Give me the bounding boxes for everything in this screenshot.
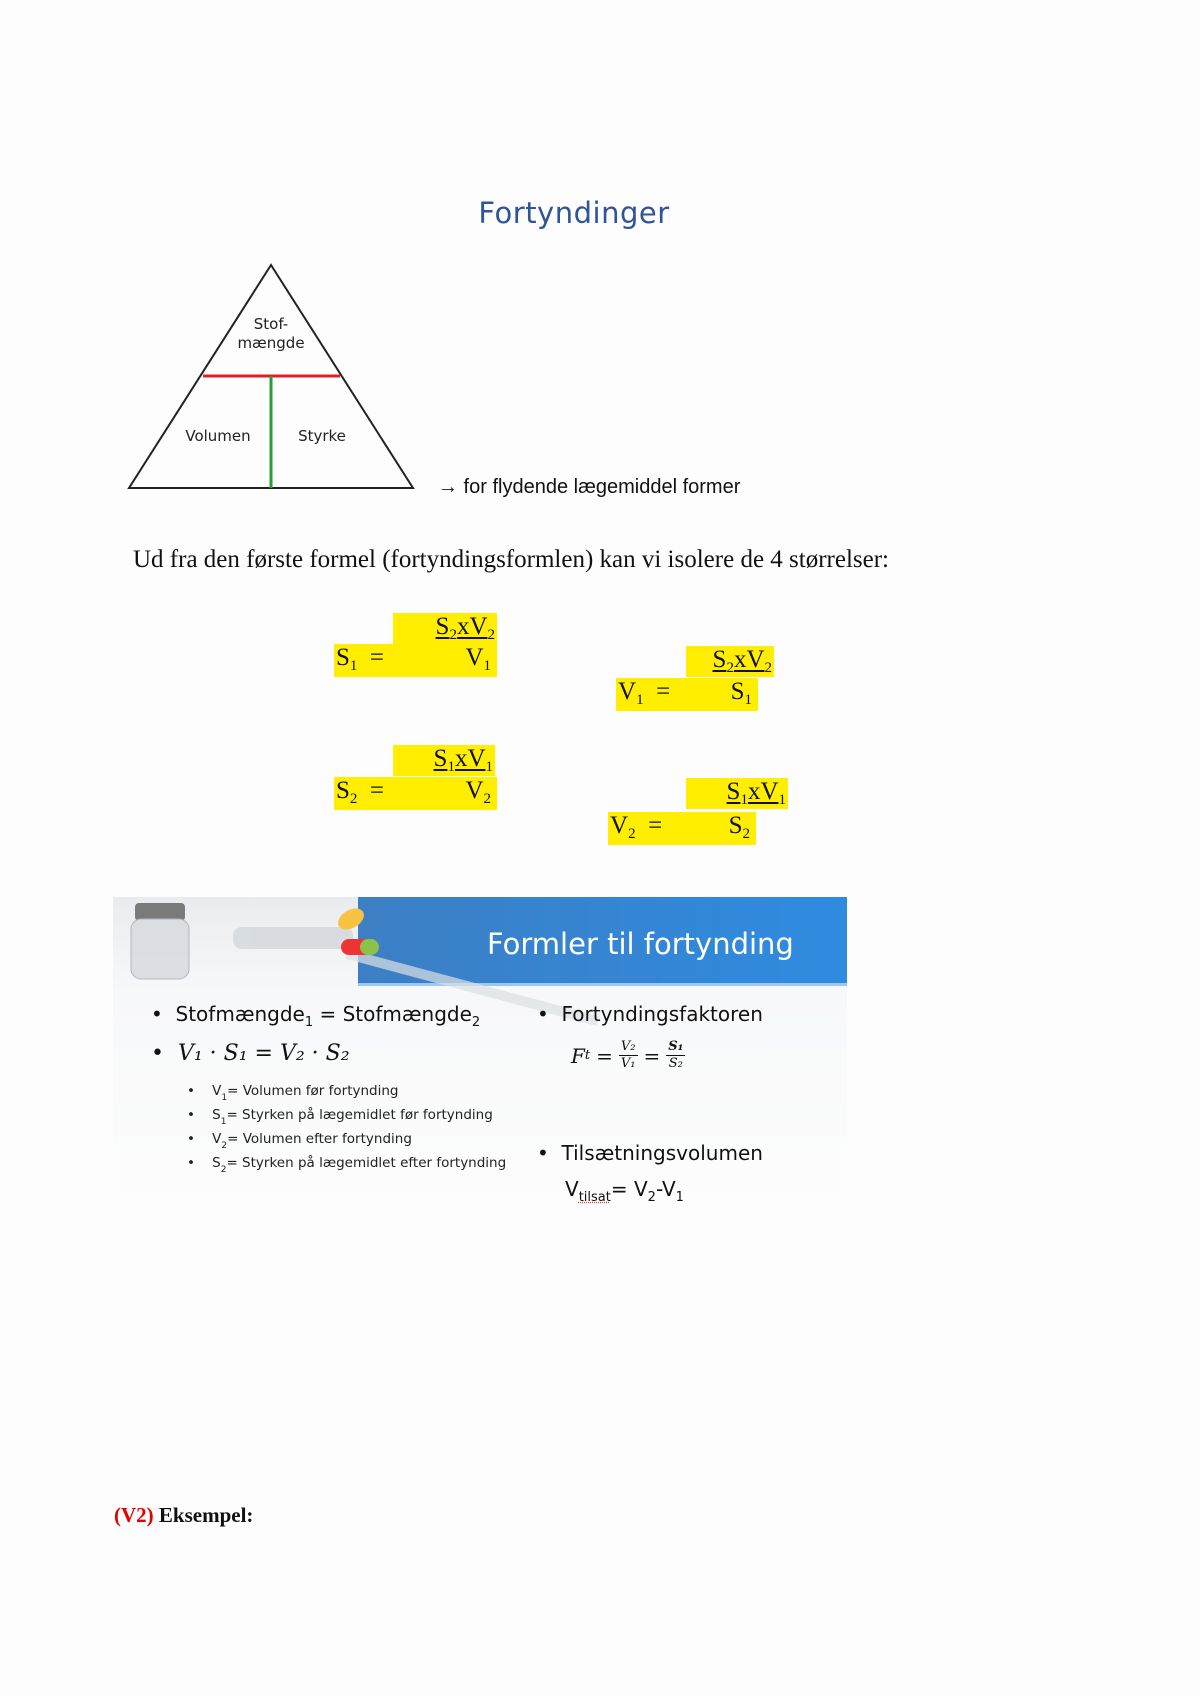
bullet-dot: •: [151, 1002, 176, 1026]
capsule-icon: [341, 939, 379, 955]
slide-bullet-tilsat: • Tilsætningsvolumen: [537, 1141, 763, 1165]
bullet-dot: •: [537, 1141, 562, 1165]
vial-icon: [131, 903, 189, 979]
sub-bullet-v2: • $V_2=$ Volumen efter fortynding: [187, 1131, 412, 1151]
factor-formula: F t = $\frac{\text{V₂}}{\text{V₁}}$ = $\frac{\text{S₁}}{\text{S₂}}$: [571, 1039, 684, 1071]
formula-v1-denominator: $V_1$ = $S_1$: [616, 678, 758, 711]
slide-sub-bullets: [187, 1079, 506, 1175]
factor-fraction-1: $\frac{\text{V₂}}{\text{V₁}}$: [620, 1039, 636, 1071]
formula-v2-numerator: $S_1xV_1$: [686, 778, 788, 809]
slide-bullet-2: • V₁ · S₁ = V₂ · S₂: [151, 1041, 350, 1066]
page-title: Fortyndinger: [478, 196, 670, 230]
arrow-note: → for flydende lægemiddel former: [438, 476, 741, 498]
formula-v2-denominator: $V_2$ = $S_2$: [608, 812, 756, 845]
factor-fraction-2: $\frac{\text{S₁}}{\text{S₂}}$: [668, 1039, 684, 1071]
sub-bullet-s2: • $S_2=$ Styrken på lægemidlet efter fortynding: [187, 1155, 507, 1175]
formula-s2-denominator: $S_2$ = $V_2$: [334, 777, 497, 810]
intro-text: Ud fra den første formel (fortyndingsformlen) kan vi isolere de 4 størrelser:: [133, 546, 890, 573]
bullet-dot: •: [151, 1041, 178, 1066]
formula-v1-numerator: $S_2xV_2$: [686, 646, 774, 677]
dilution-triangle-diagram: [126, 262, 426, 492]
formula-s1-denominator: $S_1$ = $V_1$: [334, 644, 497, 677]
triangle-top-label-1: Stof-: [253, 315, 289, 333]
bullet-dot: •: [537, 1002, 562, 1026]
example-heading: (V2) Eksempel:: [114, 1503, 254, 1527]
slide-bullet-factor: • Fortyndingsfaktoren: [537, 1002, 763, 1026]
triangle-top-label-2: mængde: [237, 334, 305, 352]
sub-bullet-s1: • $S_1=$ Styrken på lægemidlet før fortynding: [187, 1107, 493, 1127]
triangle-left-label: Volumen: [185, 427, 251, 445]
triangle-right-label: Styrke: [298, 427, 346, 445]
slide-image: [113, 897, 847, 1211]
formula-s2-numerator: $S_1xV_1$: [393, 745, 495, 776]
tilsat-formula: $V_{tilsat}= V_2-V_1$: [565, 1177, 684, 1205]
formula-s1-numerator: $S_2xV_2$: [393, 613, 497, 644]
slide-title: Formler til fortynding: [487, 927, 794, 961]
sub-bullet-v1: • $V_1=$ Volumen før fortynding: [187, 1083, 399, 1103]
slide-bullet-1: • Stofmængde$_1$ = Stofmængde$_2$: [151, 1002, 481, 1030]
